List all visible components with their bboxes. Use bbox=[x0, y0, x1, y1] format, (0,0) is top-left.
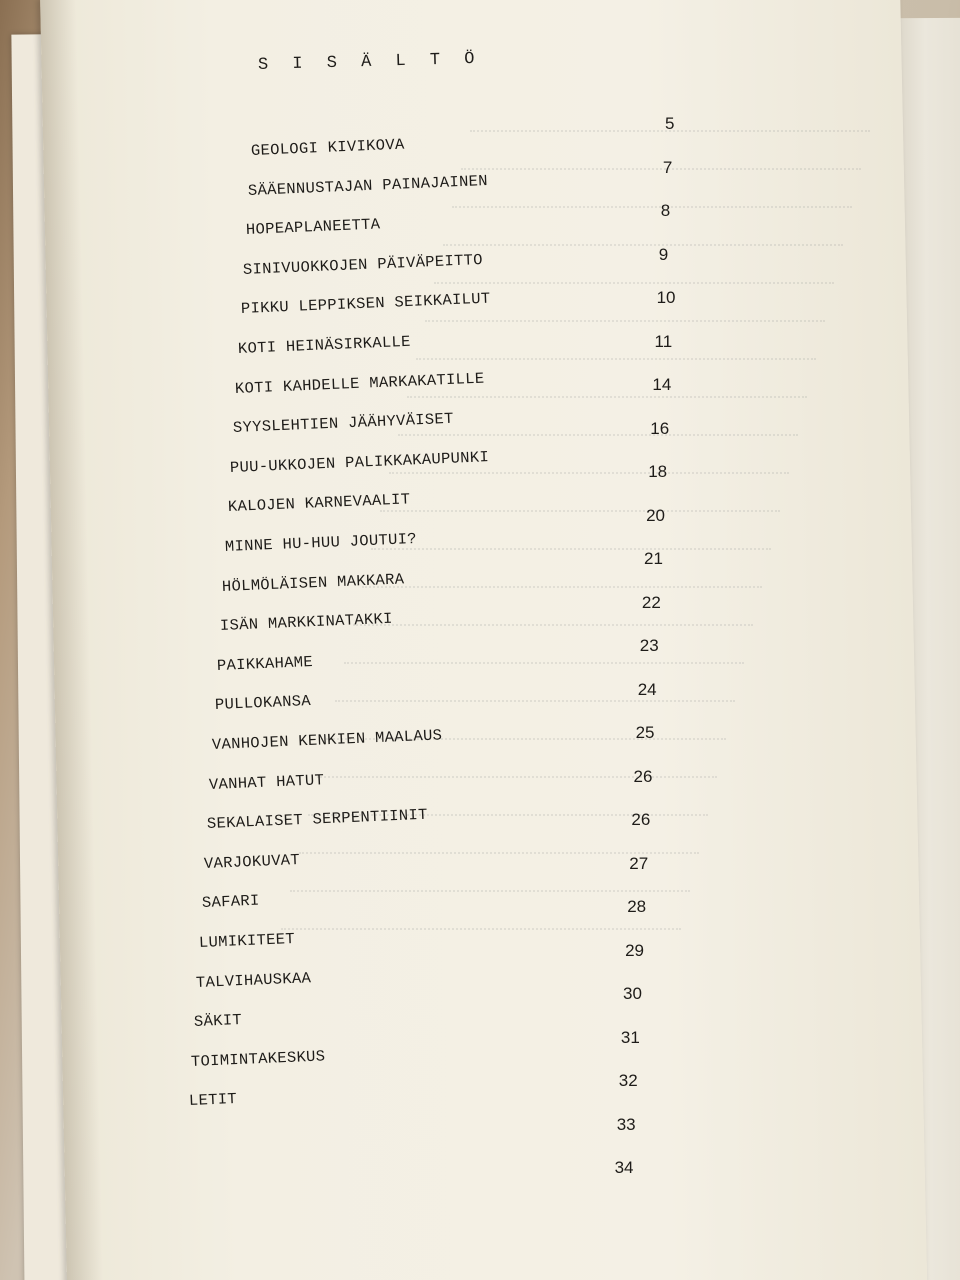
page-number: 30 bbox=[623, 984, 642, 1003]
contents-entry: SINIVUOKKOJEN PÄIVÄPEITTO bbox=[242, 250, 484, 279]
show-through-line bbox=[281, 928, 681, 936]
show-through-line bbox=[416, 358, 816, 366]
page-number: 8 bbox=[660, 201, 671, 220]
show-through-line bbox=[362, 586, 762, 594]
page-number: 26 bbox=[633, 766, 653, 786]
contents-entry: PAIKKAHAME bbox=[216, 652, 314, 675]
contents-entry: KOTI HEINÄSIRKALLE bbox=[237, 332, 412, 358]
page-number: 10 bbox=[656, 288, 676, 307]
contents-entry: SÄKIT bbox=[193, 1011, 243, 1032]
contents-entry: HÖLMÖLÄISEN MAKKARA bbox=[222, 569, 406, 596]
page-number: 9 bbox=[658, 244, 669, 264]
contents-entry: GEOLOGI KIVIKOVA bbox=[250, 135, 405, 160]
page-title: S I S Ä L T Ö bbox=[257, 49, 482, 75]
contents-entry: PIKKU LEPPIKSEN SEIKKAILUT bbox=[240, 289, 491, 319]
contents-entry: PUU-UKKOJEN PALIKKAKAUPUNKI bbox=[229, 447, 490, 477]
page-number: 33 bbox=[616, 1114, 636, 1134]
contents-entry: TALVIHAUSKAA bbox=[196, 968, 312, 992]
contents-entry: SYYSLEHTIEN JÄÄHYVÄISET bbox=[232, 409, 454, 438]
page-number: 27 bbox=[629, 853, 649, 873]
show-through-line bbox=[434, 282, 834, 290]
show-through-line bbox=[353, 624, 753, 632]
page-number: 25 bbox=[635, 723, 655, 742]
contents-entry: PULLOKANSA bbox=[214, 692, 311, 715]
contents-entry: KALOJEN KARNEVAALIT bbox=[227, 490, 411, 517]
page-number: 20 bbox=[646, 505, 666, 525]
page-number: 29 bbox=[625, 940, 645, 960]
show-through-line bbox=[389, 472, 789, 480]
page-number: 7 bbox=[662, 157, 673, 177]
contents-page bbox=[40, 0, 927, 1280]
page-number: 22 bbox=[641, 592, 661, 612]
page-number: 31 bbox=[620, 1027, 640, 1047]
show-through-line bbox=[317, 776, 717, 784]
contents-entry: VANHAT HATUT bbox=[209, 770, 325, 794]
show-through-line bbox=[371, 548, 771, 556]
show-through-line bbox=[461, 168, 861, 176]
page-number: 34 bbox=[614, 1158, 634, 1177]
show-through-line bbox=[425, 320, 825, 328]
contents-entry: TOIMINTAKESKUS bbox=[190, 1047, 326, 1071]
show-through-line bbox=[344, 662, 744, 670]
contents-entry: SÄÄENNUSTAJAN PAINAJAINEN bbox=[248, 171, 489, 200]
contents-entry: LETIT bbox=[188, 1090, 237, 1111]
show-through-line bbox=[452, 206, 852, 214]
contents-entry: LUMIKITEET bbox=[198, 929, 296, 952]
contents-entry: VANHOJEN KENKIEN MAALAUS bbox=[211, 726, 443, 754]
show-through-line bbox=[380, 510, 780, 518]
show-through-line bbox=[398, 434, 798, 442]
page-number: 32 bbox=[618, 1071, 638, 1090]
contents-entry: KOTI KAHDELLE MARKAKATILLE bbox=[235, 369, 486, 398]
show-through-line bbox=[443, 244, 843, 252]
page-number: 28 bbox=[627, 897, 647, 916]
contents-entry: MINNE HU-HUU JOUTUI? bbox=[224, 529, 418, 556]
contents-entry: HOPEAPLANEETTA bbox=[245, 215, 381, 240]
page-number: 16 bbox=[650, 418, 670, 438]
page-number: 14 bbox=[652, 375, 672, 394]
page-number: 23 bbox=[639, 636, 659, 655]
page-number: 11 bbox=[654, 331, 673, 351]
contents-entry: SEKALAISET SERPENTIINIT bbox=[206, 805, 428, 834]
page-number: 5 bbox=[665, 114, 675, 133]
contents-entry: VARJOKUVAT bbox=[203, 850, 301, 873]
show-through-line bbox=[407, 396, 807, 404]
page-number: 24 bbox=[637, 679, 657, 699]
page-number: 21 bbox=[644, 549, 663, 568]
page-number: 18 bbox=[648, 462, 668, 481]
contents-entry: ISÄN MARKKINATAKKI bbox=[219, 609, 393, 636]
show-through-line bbox=[335, 700, 735, 708]
page-number: 26 bbox=[631, 810, 651, 829]
contents-entry: SAFARI bbox=[201, 891, 260, 913]
